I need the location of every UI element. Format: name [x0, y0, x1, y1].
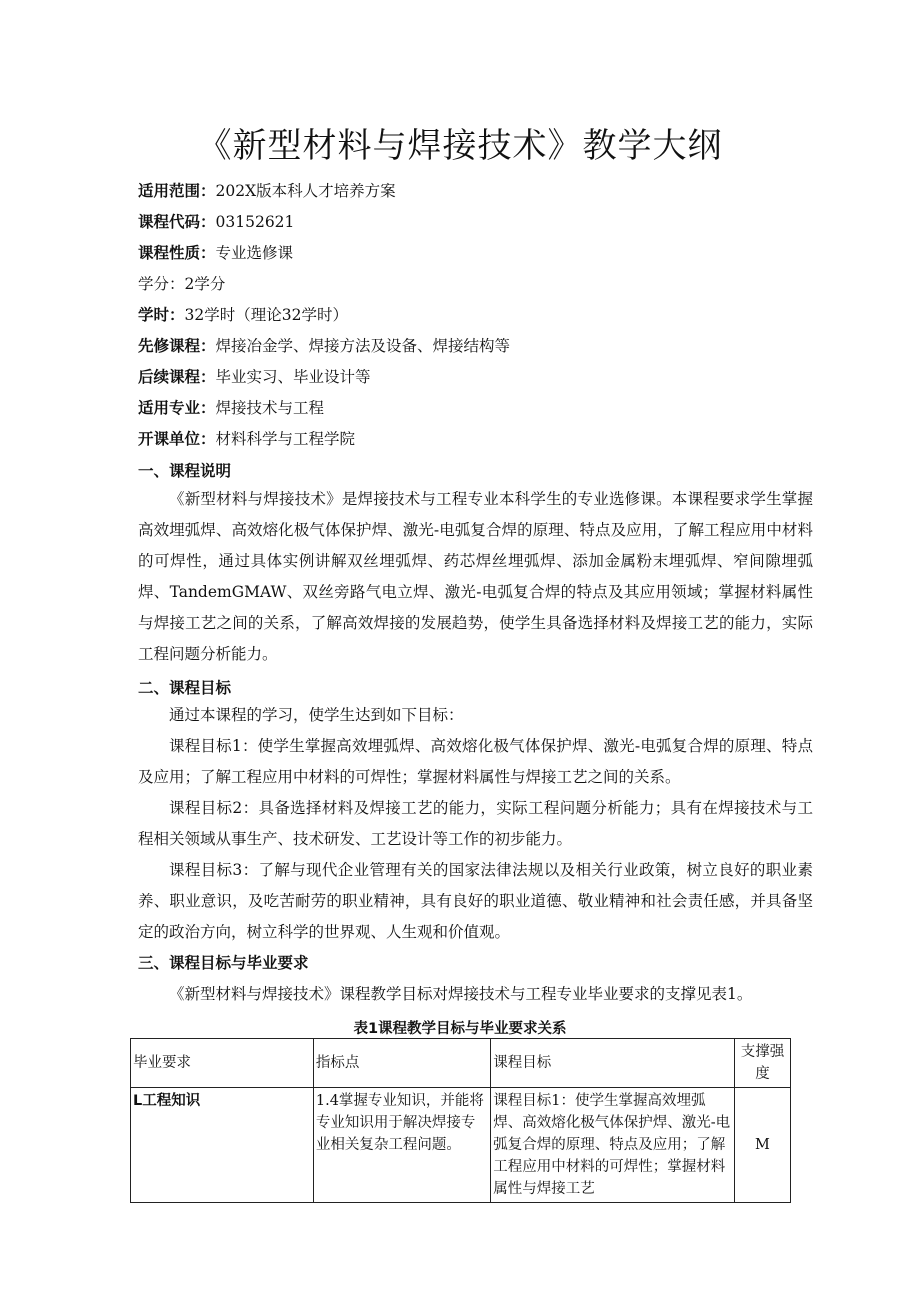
- objective-2: 课程目标2：具备选择材料及焊接工艺的能力，实际工程问题分析能力；具有在焊接技术与工程相关领域从事生产、技术研发、工艺设计等工作的初步能力。: [138, 799, 813, 848]
- meta-label: 开课单位：: [138, 430, 216, 448]
- objectives-intro: 通过本课程的学习，使学生达到如下目标：: [169, 706, 464, 724]
- meta-course-code: [138, 212, 294, 232]
- meta-value: 202X版本科人才培养方案: [215, 182, 396, 200]
- header-goal: 课程目标: [491, 1039, 735, 1088]
- cell-requirement: L工程知识: [131, 1088, 314, 1203]
- meta-label: 学分：: [138, 275, 185, 293]
- meta-value: 焊接冶金学、焊接方法及设备、焊接结构等: [215, 337, 511, 355]
- meta-label: 先修课程：: [138, 337, 216, 355]
- meta-label: 适用范围：: [138, 182, 216, 200]
- header-requirement: 毕业要求: [131, 1039, 314, 1088]
- table-row: [131, 1088, 791, 1203]
- course-description-paragraph: 《新型材料与焊接技术》是焊接技术与工程专业本科学生的专业选修课。本课程要求学生掌握高效埋弧焊、高效熔化极气体保护焊、激光-电弧复合焊的原理、特点及应用，了解工程应用中材料的可焊性，通过具体实例讲解双丝埋弧焊、药芯焊丝埋弧焊、添加金属粉末埋弧焊、窄间隙埋弧焊、TandemGMAW、双丝旁路气电立焊、激光-电弧复合焊的特点及其应用领域；掌握材料属性与焊接工艺之间的关系，了解高效焊接的发展趋势，使学生具备选择材料及焊接工艺的能力，实际工程问题分析能力。: [138, 490, 813, 663]
- cell-indicator: 1.4掌握专业知识，并能将专业知识用于解决焊接专业相关复杂工程问题。: [313, 1088, 490, 1203]
- header-indicator: 指标点: [313, 1039, 490, 1088]
- meta-value: 03152621: [215, 213, 295, 231]
- meta-label: 学时：: [138, 306, 185, 324]
- meta-label: 后续课程：: [138, 368, 216, 386]
- meta-label: 适用专业：: [138, 399, 216, 417]
- table-caption: 表1课程教学目标与毕业要求关系: [353, 1021, 567, 1037]
- table-header-row: [131, 1039, 791, 1088]
- meta-value: 毕业实习、毕业设计等: [215, 368, 371, 386]
- requirements-paragraph: 《新型材料与焊接技术》课程教学目标对焊接技术与工程专业毕业要求的支撑见表1。: [169, 985, 753, 1003]
- meta-label: 课程代码：: [138, 213, 216, 231]
- meta-course-type: [138, 243, 293, 263]
- meta-scope: [138, 181, 396, 201]
- meta-label: 课程性质：: [138, 244, 216, 262]
- header-strength: 支撑强度: [734, 1039, 790, 1088]
- cell-goal: 课程目标1：使学生掌握高效埋弧焊、高效熔化极气体保护焊、激光-电弧复合焊的原理、特点及应用；了解工程应用中材料的可焊性；掌握材料属性与焊接工艺: [491, 1088, 735, 1203]
- section-heading-requirements: 三、课程目标与毕业要求: [138, 954, 309, 972]
- meta-hours: [138, 305, 348, 325]
- meta-value: 32学时（理论32学时）: [184, 306, 348, 324]
- meta-value: 2学分: [184, 275, 226, 293]
- requirements-table: [130, 1038, 791, 1203]
- objective-1: 课程目标1：使学生掌握高效埋弧焊、高效熔化极气体保护焊、激光-电弧复合焊的原理、特点及应用；了解工程应用中材料的可焊性；掌握材料属性与焊接工艺之间的关系。: [138, 737, 813, 786]
- objective-3: 课程目标3：了解与现代企业管理有关的国家法律法规以及相关行业政策，树立良好的职业素养、职业意识，及吃苦耐劳的职业精神，具有良好的职业道德、敬业精神和社会责任感，并具备坚定的政治方向，树立科学的世界观、人生观和价值观。: [138, 861, 813, 941]
- meta-follow-up: [138, 367, 371, 387]
- section-heading-course-objectives: 二、课程目标: [138, 679, 232, 697]
- meta-value: 焊接技术与工程: [215, 399, 325, 417]
- meta-major: [138, 398, 324, 418]
- meta-value: 专业选修课: [215, 244, 294, 262]
- meta-value: 材料科学与工程学院: [215, 430, 356, 448]
- cell-strength: M: [734, 1088, 790, 1203]
- section-heading-course-description: 一、课程说明: [138, 462, 232, 480]
- meta-department: [138, 429, 355, 449]
- meta-prerequisites: [138, 336, 510, 356]
- meta-credits: [138, 274, 225, 294]
- page-title: 《新型材料与焊接技术》教学大纲: [197, 126, 723, 166]
